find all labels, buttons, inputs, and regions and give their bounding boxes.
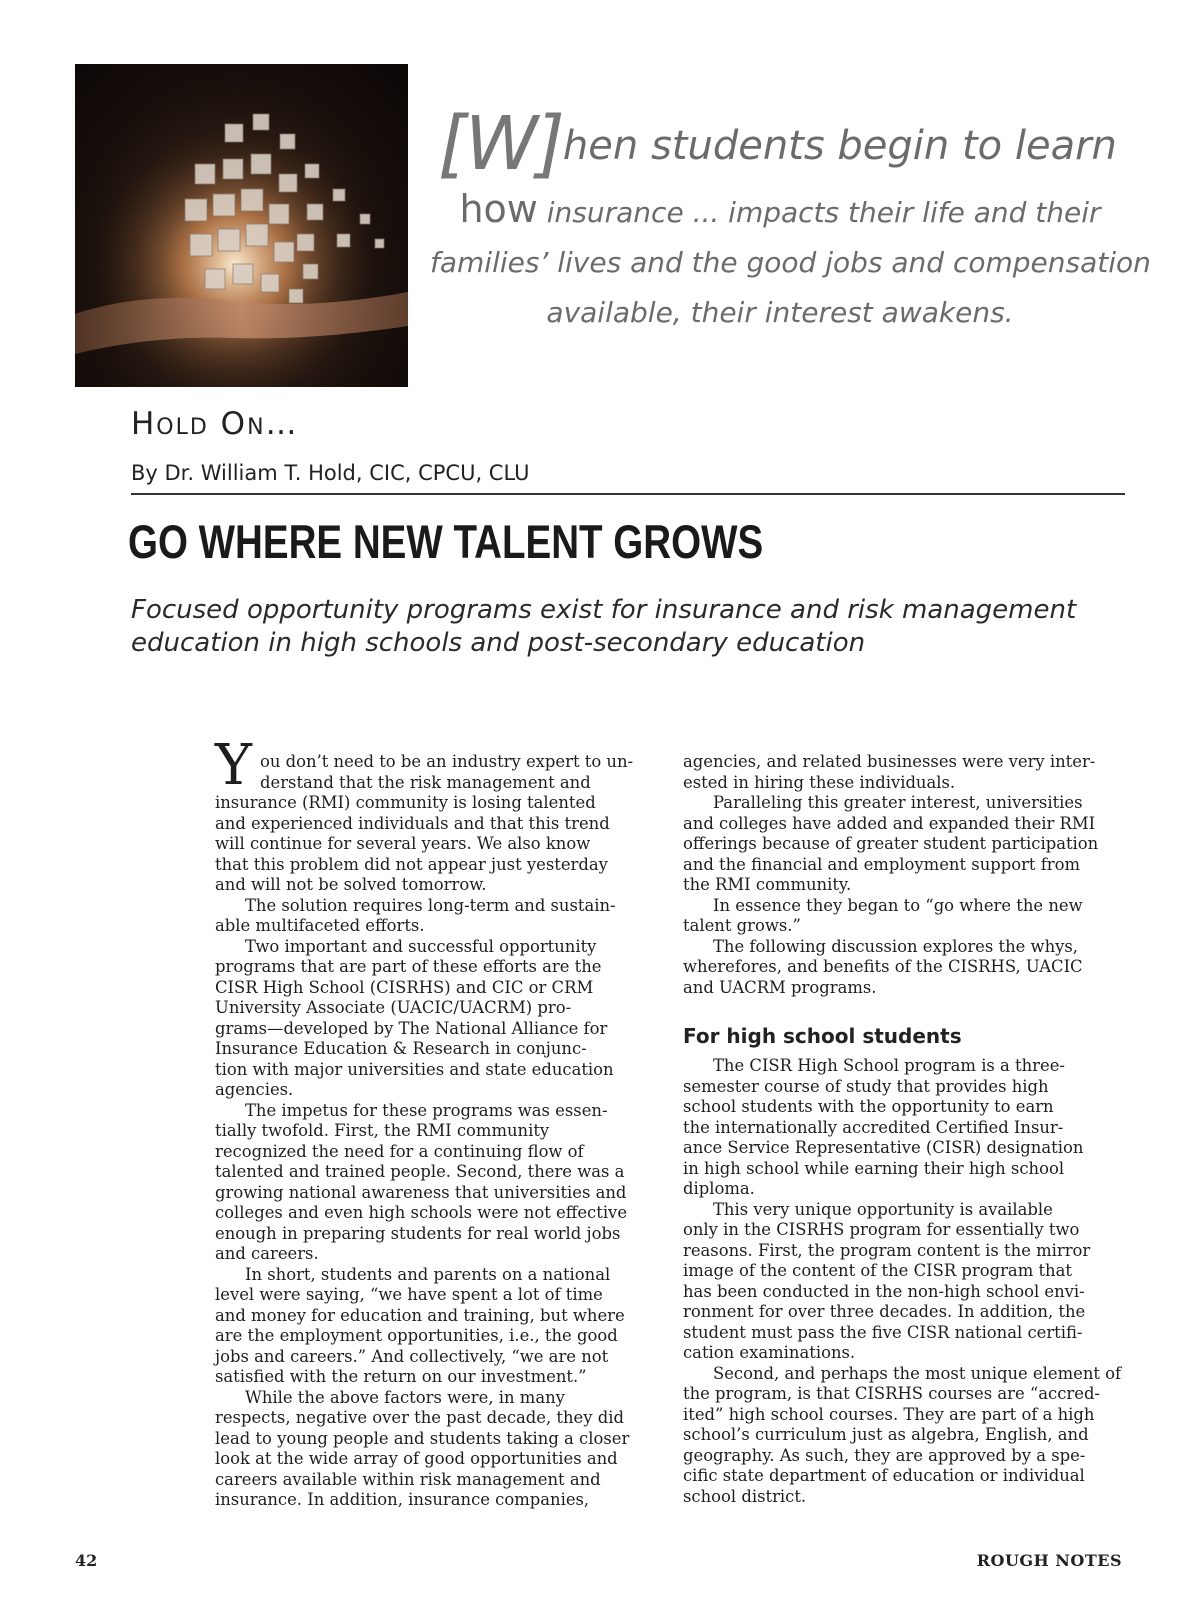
body-line: will continue for several years. We also know: [215, 834, 591, 853]
headline: GO WHERE NEW TALENT GROWS: [128, 515, 764, 568]
cube-shape: [303, 264, 318, 279]
body-line: respects, negative over the past decade, they did: [215, 1408, 624, 1427]
body-line: and will not be solved tomorrow.: [215, 875, 487, 894]
cube-shape: [218, 229, 240, 251]
body-line: and money for education and training, but where: [215, 1305, 625, 1325]
body-line: student must pass the five CISR national certifi-: [683, 1322, 1083, 1342]
body-column-right: [683, 752, 1128, 998]
body-line: insurance (RMI) community is losing talented: [215, 793, 596, 812]
cube-shape: [289, 289, 303, 303]
body-line: geography. As such, they are approved by a spe-: [683, 1445, 1086, 1465]
pull-quote-initial-letter: W: [464, 101, 537, 187]
pull-quote-line-2: [430, 184, 1130, 238]
divider-rule: [131, 493, 1125, 495]
cube-shape: [279, 174, 297, 192]
body-line: offerings because of greater student participation: [683, 834, 1099, 853]
body-line: tially twofold. First, the RMI community: [215, 1121, 550, 1140]
body-line: While the above factors were, in many: [245, 1387, 565, 1407]
cube-shape: [261, 274, 279, 292]
body-column-left: [215, 752, 655, 1511]
pull-quote-how: how: [459, 187, 538, 231]
magazine-name: ROUGH NOTES: [976, 1551, 1122, 1570]
body-line: cation examinations.: [683, 1343, 856, 1362]
body-line: colleges and even high schools were not effective: [215, 1203, 628, 1222]
body-line: and careers.: [215, 1244, 319, 1263]
body-line: The CISR High School program is a three-: [713, 1056, 1065, 1075]
body-line: in high school while earning their high school: [683, 1158, 1065, 1178]
cube-shape: [253, 114, 269, 130]
cube-shape: [274, 242, 294, 262]
cube-shape: [337, 234, 350, 247]
body-line: school district.: [683, 1486, 807, 1506]
body-line: In essence they began to “go where the new: [713, 895, 1083, 915]
cube-shape: [185, 199, 207, 221]
body-line: and colleges have added and expanded their RMI: [683, 813, 1096, 833]
cube-shape: [195, 164, 215, 184]
cube-shape: [251, 154, 271, 174]
body-line: level were saying, “we have spent a lot of time: [215, 1285, 603, 1304]
pull-quote-line-1: [430, 101, 1130, 187]
cube-shape: [233, 264, 253, 284]
cube-shape: [333, 189, 345, 201]
cube-shape: [269, 204, 289, 224]
body-line: look at the wide array of good opportunities and: [215, 1449, 618, 1468]
body-line: satisfied with the return on our investment.”: [215, 1367, 587, 1386]
body-line: The following discussion explores the whys,: [713, 936, 1079, 956]
body-line: lead to young people and students taking a closer: [215, 1428, 630, 1448]
body-line: school students with the opportunity to earn: [683, 1097, 1054, 1116]
body-line: This very unique opportunity is available: [713, 1199, 1053, 1219]
pull-quote-bracket-close: ]: [536, 101, 563, 187]
body-line: CISR High School (CISRHS) and CIC or CRM: [215, 977, 594, 997]
body-line: careers available within risk management and: [215, 1469, 601, 1489]
body-line: ested in hiring these individuals.: [683, 772, 956, 792]
column-title: Hold On…: [131, 406, 299, 442]
body-line: recognized the need for a continuing flow of: [215, 1141, 584, 1161]
body-line: has been conducted in the non-high school envi-: [683, 1281, 1085, 1301]
page-number: 42: [75, 1551, 98, 1570]
pull-quote-bracket-open: [: [438, 101, 465, 187]
hero-image: [75, 64, 408, 387]
body-line: ance Service Representative (CISR) designation: [683, 1138, 1084, 1157]
cube-shape: [205, 269, 225, 289]
body-line: programs that are part of these efforts are the: [215, 957, 602, 976]
body-line: Second, and perhaps the most unique element of: [713, 1363, 1122, 1383]
byline: By Dr. William T. Hold, CIC, CPCU, CLU: [131, 461, 530, 485]
cube-shape: [190, 234, 212, 256]
drop-cap: Y: [215, 733, 252, 798]
body-line: insurance. In addition, insurance companies,: [215, 1490, 590, 1509]
body-line: Paralleling this greater interest, universities: [713, 793, 1083, 812]
cube-shape: [225, 124, 243, 142]
cube-shape: [297, 234, 314, 251]
cube-shape: [246, 224, 268, 246]
body-line: Two important and successful opportunity: [245, 936, 597, 956]
body-line: derstand that the risk management and: [260, 772, 591, 792]
section-subhead: For high school students: [683, 1024, 962, 1048]
body-line: grams—developed by The National Alliance for: [215, 1018, 608, 1038]
pull-quote-line-4: available, their interest awakens.: [546, 296, 1014, 329]
body-line: are the employment opportunities, i.e., the good: [215, 1326, 618, 1345]
body-line: In short, students and parents on a national: [245, 1264, 611, 1284]
body-column-right-continued: [683, 1056, 1128, 1507]
body-line: cific state department of education or individual: [683, 1466, 1085, 1485]
cube-shape: [375, 239, 384, 248]
body-line: Insurance Education & Research in conjunc-: [215, 1039, 587, 1058]
body-line: semester course of study that provides high: [683, 1076, 1049, 1096]
body-line: talent grows.”: [683, 916, 801, 935]
body-line: jobs and careers.” And collectively, “we are not: [215, 1346, 609, 1366]
body-line: only in the CISRHS program for essentially two: [683, 1220, 1080, 1239]
cube-shape: [223, 159, 243, 179]
body-line: that this problem did not appear just yesterday: [215, 854, 608, 874]
deck-line-1: Focused opportunity programs exist for insurance and risk management: [131, 595, 1077, 625]
body-line: and the financial and employment support from: [683, 854, 1081, 874]
pull-quote-line-3: families’ lives and the good jobs and compensation: [430, 246, 1151, 279]
body-line: wherefores, and benefits of the CISRHS, UACIC: [683, 957, 1083, 976]
body-line: ited” high school courses. They are part of a high: [683, 1404, 1095, 1424]
body-line: agencies.: [215, 1080, 294, 1099]
body-line: The impetus for these programs was essen-: [245, 1100, 608, 1120]
body-line: the program, is that CISRHS courses are “accred-: [683, 1384, 1100, 1403]
cube-shape: [280, 134, 295, 149]
body-line: ronment for over three decades. In addition, the: [683, 1302, 1086, 1321]
body-line: school’s curriculum just as algebra, English, and: [683, 1425, 1089, 1444]
body-line: reasons. First, the program content is the mirror: [683, 1240, 1091, 1260]
cube-shape: [360, 214, 370, 224]
body-line: talented and trained people. Second, there was a: [215, 1162, 625, 1181]
body-line: and experienced individuals and that this trend: [215, 813, 610, 833]
body-line: agencies, and related businesses were very inter-: [683, 752, 1096, 771]
deck: [131, 594, 1091, 660]
cube-shape: [213, 194, 235, 216]
body-line: enough in preparing students for real world jobs: [215, 1223, 621, 1243]
cube-shape: [305, 164, 319, 178]
body-line: able multifaceted efforts.: [215, 916, 425, 935]
cube-shape: [307, 204, 323, 220]
body-line: tion with major universities and state education: [215, 1059, 614, 1079]
body-line: the internationally accredited Certified Insur-: [683, 1117, 1064, 1137]
body-line: University Associate (UACIC/UACRM) pro-: [215, 998, 572, 1017]
body-line: diploma.: [683, 1179, 755, 1198]
body-line: growing national awareness that universities and: [215, 1182, 627, 1202]
body-line: image of the content of the CISR program that: [683, 1261, 1072, 1280]
pull-quote-line-2-text: insurance ... impacts their life and their: [546, 196, 1101, 229]
pull-quote: [430, 101, 1151, 338]
body-line: ou don’t need to be an industry expert to un-: [260, 752, 634, 771]
body-line: the RMI community.: [683, 875, 852, 894]
deck-line-2: education in high schools and post-secondary education: [131, 628, 866, 658]
body-line: and UACRM programs.: [683, 977, 877, 997]
cube-shape: [241, 189, 263, 211]
pull-quote-line-1-text: hen students begin to learn: [562, 123, 1117, 169]
body-line: The solution requires long-term and sustain-: [245, 895, 616, 915]
